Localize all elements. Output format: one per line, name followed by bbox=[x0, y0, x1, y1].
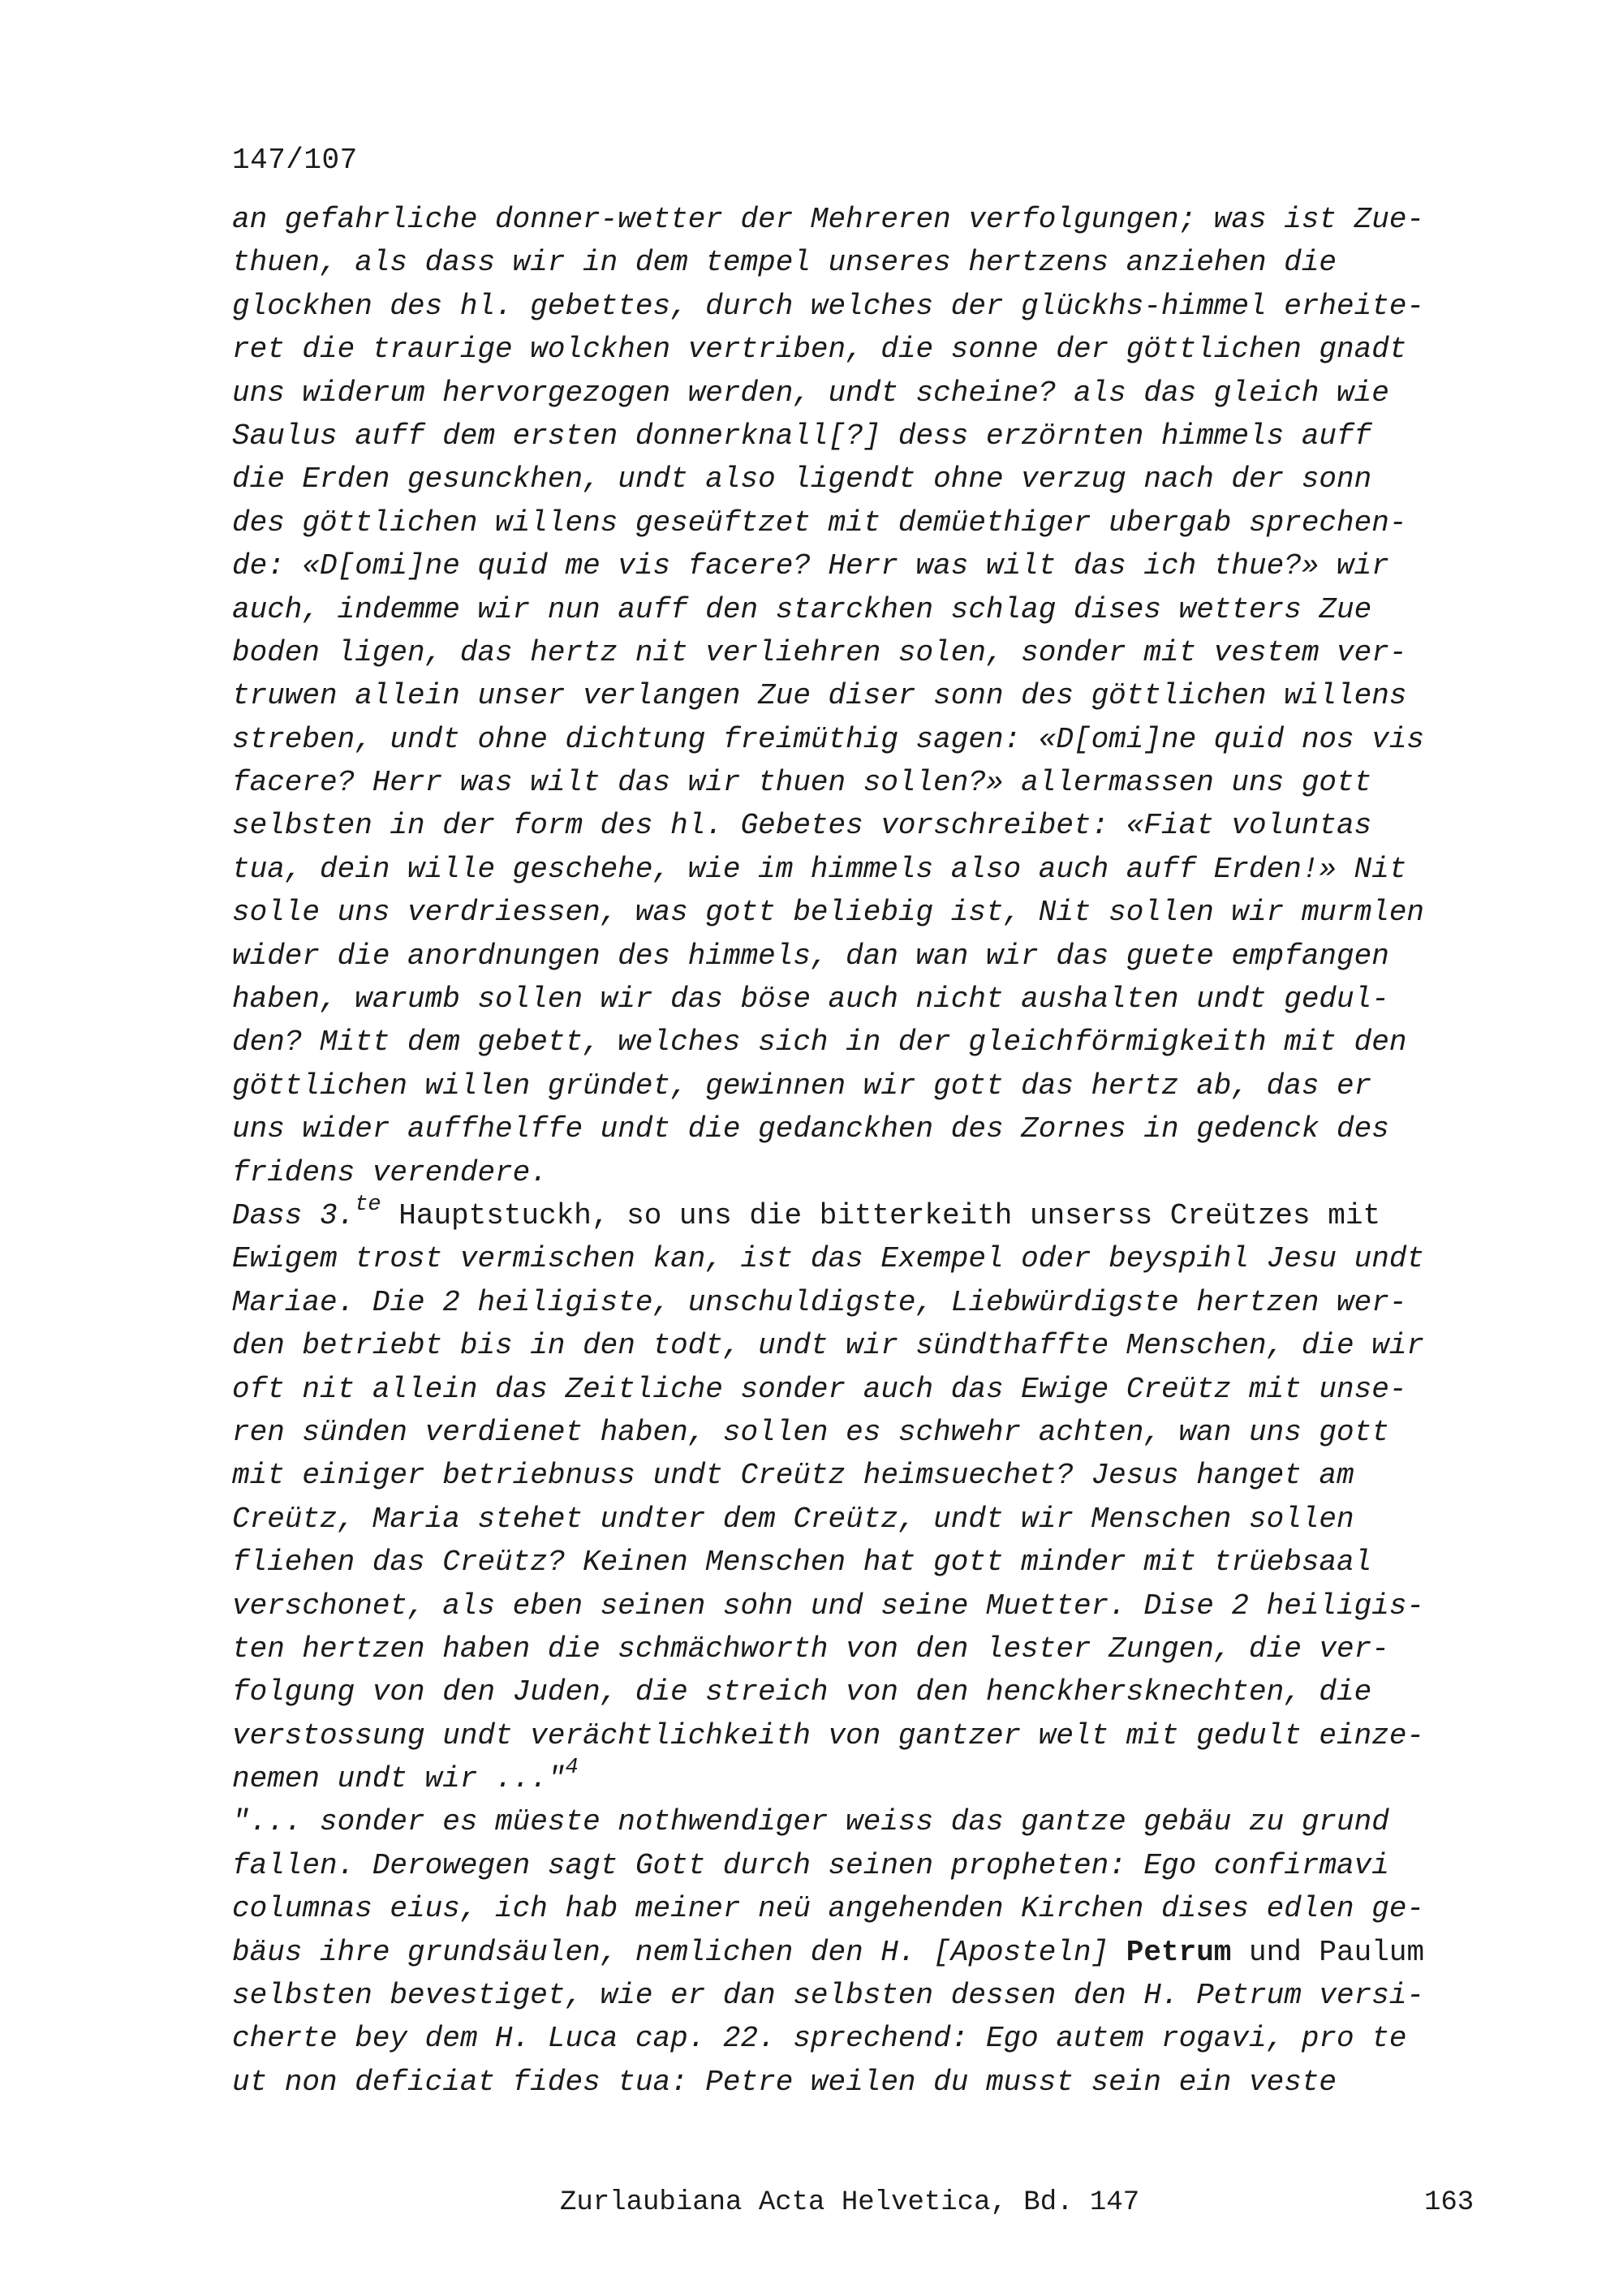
text-line: auch, indemme wir nun auff den starckhen schlag dises wetters Zue bbox=[232, 592, 1372, 626]
text-line: an gefahrliche donner-wetter der Mehreren verfolgungen; was ist Zue- bbox=[232, 203, 1425, 236]
text-line: selbsten in der form des hl. Gebetes vorschreibet: «Fiat voluntas bbox=[232, 809, 1372, 843]
text-line: Mariae. Die 2 heiligiste, unschuldigste, Liebwürdigste hertzen wer- bbox=[232, 1285, 1407, 1319]
text-line: den? Mitt dem gebett, welches sich in der gleichförmigkeith mit den bbox=[232, 1025, 1407, 1060]
text-line: mit einiger betriebnuss undt Creütz heimsuechet? Jesus hanget am bbox=[232, 1459, 1354, 1493]
text-line: göttlichen willen gründet, gewinnen wir gott das hertz ab, das er bbox=[232, 1068, 1372, 1103]
body-text bbox=[232, 198, 1474, 2104]
text-line: Saulus auff dem ersten donnerknall[?] dess erzörnten himmels auff bbox=[232, 419, 1372, 453]
line-text: nemen undt wir ..." bbox=[232, 1762, 566, 1796]
text-line: uns wider auffhelffe undt die gedanckhen des Zornes in gedenck des bbox=[232, 1112, 1389, 1146]
footer-source: Zurlaubiana Acta Helvetica, Bd. 147 bbox=[560, 2187, 1140, 2218]
text-line: truwen allein unser verlangen Zue diser sonn des göttlichen willens bbox=[232, 679, 1407, 713]
text-line: ut non deficiat fides tua: Petre weilen du musst sein ein veste bbox=[232, 2065, 1337, 2099]
text-line: facere? Herr was wilt das wir thuen sollen?» allermassen uns gott bbox=[232, 766, 1372, 800]
text-line: solle uns verdriessen, was gott beliebig ist, Nit sollen wir murmlen bbox=[232, 896, 1425, 930]
ordinal-superscript: te bbox=[355, 1192, 381, 1217]
text-line: haben, warumb sollen wir das böse auch nicht aushalten undt gedul- bbox=[232, 982, 1389, 1017]
line-text: und Paulum bbox=[1231, 1935, 1425, 1969]
text-line: fliehen das Creütz? Keinen Menschen hat gott minder mit trüebsaal bbox=[232, 1546, 1372, 1580]
text-line: folgung von den Juden, die streich von den henckhersknechten, die bbox=[232, 1675, 1372, 1709]
text-line bbox=[232, 1931, 1474, 1974]
bold-name: Petrum bbox=[1126, 1935, 1232, 1969]
text-line: "... sonder es müeste nothwendiger weiss das gantze gebäu zu grund bbox=[232, 1805, 1389, 1839]
text-line: boden ligen, das hertz nit verliehren solen, sonder mit vestem ver- bbox=[232, 635, 1407, 669]
text-line: verschonet, als eben seinen sohn und seine Muetter. Dise 2 heiligis- bbox=[232, 1589, 1425, 1623]
line-text: Dass 3. bbox=[232, 1198, 355, 1232]
page-number: 163 bbox=[1424, 2187, 1474, 2218]
text-line: wider die anordnungen des himmels, dan wan wir das guete empfangen bbox=[232, 939, 1389, 973]
line-text: bäus ihre grundsäulen, nemlichen den H. [Aposteln] bbox=[232, 1935, 1126, 1969]
text-line: fallen. Derowegen sagt Gott durch seinen propheten: Ego confirmavi bbox=[232, 1848, 1389, 1882]
text-line: des göttlichen willens geseüftzet mit demüethiger ubergab sprechen- bbox=[232, 505, 1407, 540]
text-line: die Erden gesunckhen, undt also ligendt ohne verzug nach der sonn bbox=[232, 462, 1372, 497]
text-line: tua, dein wille geschehe, wie im himmels also auch auff Erden!» Nit bbox=[232, 852, 1407, 886]
text-line: ten hertzen haben die schmächworth von den lester Zungen, die ver- bbox=[232, 1632, 1389, 1666]
text-line: verstossung undt verächtlichkeith von gantzer welt mit gedult einze- bbox=[232, 1718, 1425, 1752]
text-line: selbsten bevestiget, wie er dan selbsten dessen den H. Petrum versi- bbox=[232, 1979, 1425, 2013]
text-line: columnas eius, ich hab meiner neü angehenden Kirchen dises edlen ge- bbox=[232, 1892, 1425, 1926]
text-line: Creütz, Maria stehet undter dem Creütz, undt wir Menschen sollen bbox=[232, 1502, 1354, 1536]
text-line: de: «D[omi]ne quid me vis facere? Herr was wilt das ich thue?» wir bbox=[232, 549, 1389, 583]
text-line: Ewigem trost vermischen kan, ist das Exempel oder beyspihl Jesu undt bbox=[232, 1242, 1425, 1276]
text-line: uns widerum hervorgezogen werden, undt scheine? als das gleich wie bbox=[232, 376, 1389, 410]
line-text: Hauptstuckh, so uns die bitterkeith unserss Creützes mit bbox=[381, 1198, 1381, 1232]
page-reference: 147/107 bbox=[232, 144, 358, 177]
text-line: glockhen des hl. gebettes, durch welches der glückhs-himmel erheite- bbox=[232, 289, 1425, 323]
text-line: ret die traurige wolckhen vertriben, die sonne der göttlichen gnadt bbox=[232, 333, 1407, 367]
text-line: den betriebt bis in den todt, undt wir sündthaffte Menschen, die wir bbox=[232, 1329, 1425, 1363]
text-line bbox=[232, 1757, 1474, 1800]
text-line: ren sünden verdienet haben, sollen es schwehr achten, wan uns gott bbox=[232, 1415, 1389, 1449]
footnote-marker: 4 bbox=[565, 1756, 579, 1781]
text-line: cherte bey dem H. Luca cap. 22. sprechend: Ego autem rogavi, pro te bbox=[232, 2022, 1407, 2056]
text-line: streben, undt ohne dichtung freimüthig sagen: «D[omi]ne quid nos vis bbox=[232, 722, 1425, 756]
text-line bbox=[232, 1194, 1474, 1237]
text-line: oft nit allein das Zeitliche sonder auch das Ewige Creütz mit unse- bbox=[232, 1372, 1407, 1406]
text-line: thuen, als dass wir in dem tempel unseres hertzens anziehen die bbox=[232, 246, 1337, 280]
text-line: fridens verendere. bbox=[232, 1155, 548, 1189]
